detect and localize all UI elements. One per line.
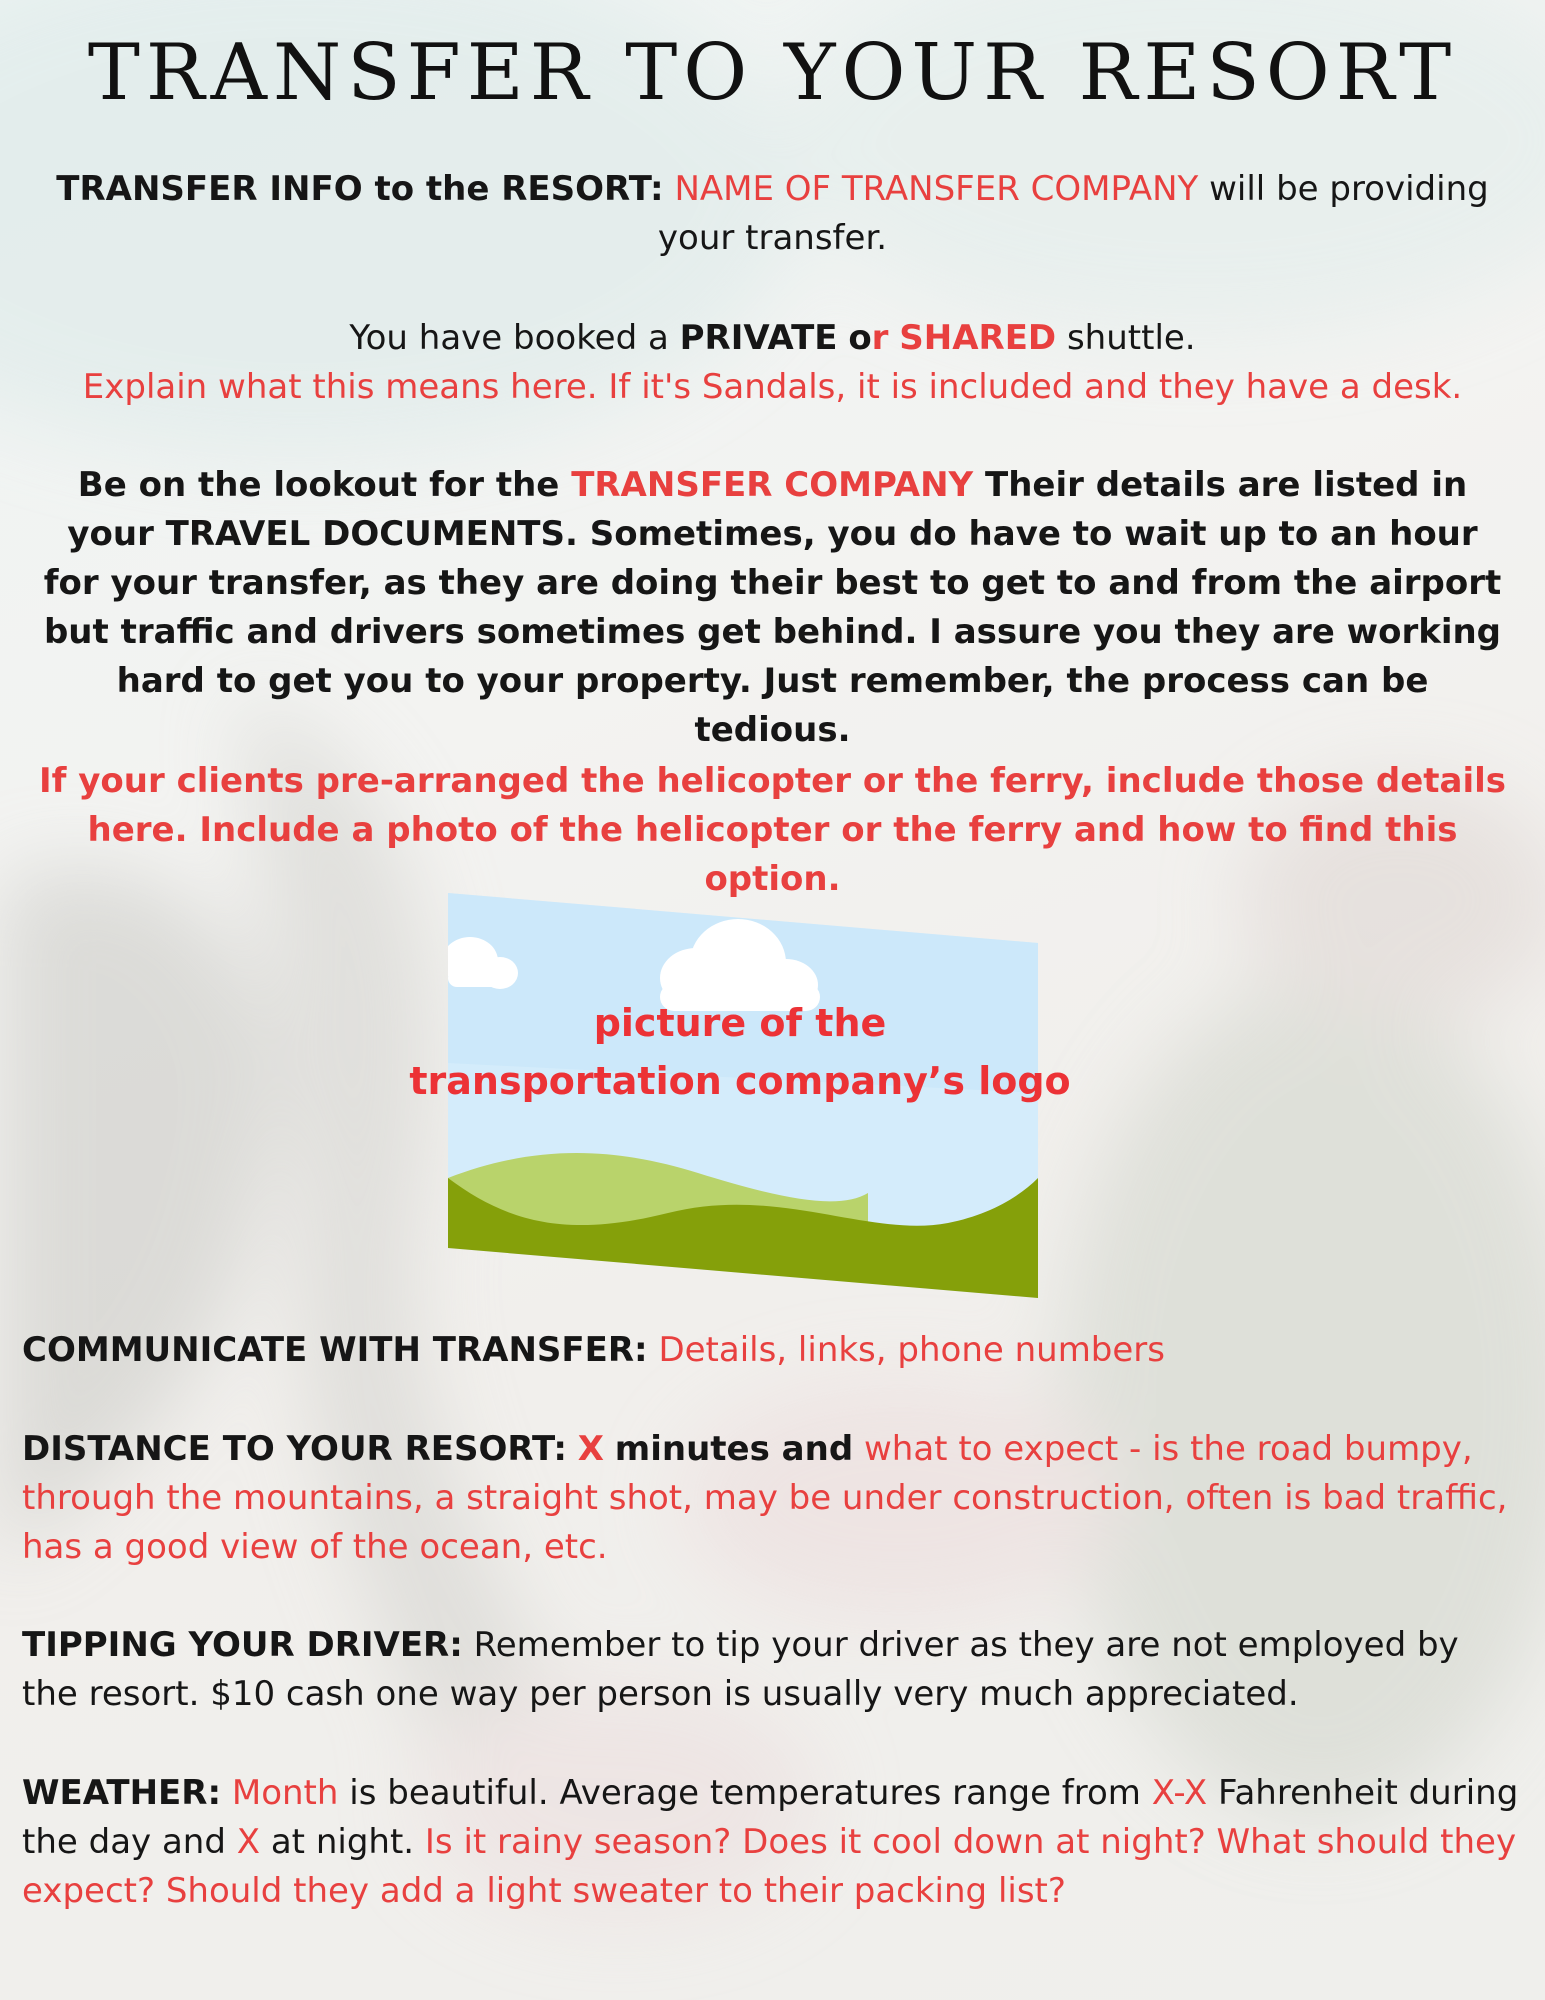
page-title: TRANSFER TO YOUR RESORT xyxy=(87,28,1458,118)
tipping-label: TIPPING YOUR DRIVER: xyxy=(22,1625,463,1665)
logo-placeholder-caption xyxy=(0,994,1480,1110)
weather-night-temp: X xyxy=(236,1822,261,1862)
distance-expect-note: what to expect - is the road bumpy, through the mountains, a straight shot, may be under construction, often is bad traffic, has a good view of the ocean, etc. xyxy=(22,1429,1508,1567)
tipping-text: Remember to tip your driver as they are not employed by the resort. $10 cash one way per person is usually very much appreciated. xyxy=(22,1625,1459,1714)
communicate-label: COMMUNICATE WITH TRANSFER: xyxy=(22,1330,648,1370)
weather-text-3: at night. xyxy=(270,1822,415,1862)
logo-placeholder-line1: picture of the xyxy=(593,1001,887,1045)
transfer-company-name: NAME OF TRANSFER COMPANY xyxy=(674,169,1199,209)
communicate-value: Details, links, phone numbers xyxy=(658,1330,1166,1370)
shuttle-or-r: r xyxy=(871,318,889,358)
helicopter-ferry-note: If your clients pre-arranged the helicopter or the ferry, include those details here. Include a photo of the helicopter or the ferry and how to find this option. xyxy=(38,761,1506,899)
transfer-info-text: will be providing your transfer. xyxy=(657,169,1489,258)
distance-label: DISTANCE TO YOUR RESORT: xyxy=(22,1429,567,1469)
distance-paragraph xyxy=(22,1425,1522,1572)
shuttle-post-text: shuttle. xyxy=(1066,318,1196,358)
transfer-info-paragraph xyxy=(14,165,1531,263)
shuttle-explain-note: Explain what this means here. If it's Sandals, it is included and they have a desk. xyxy=(82,367,1463,407)
communicate-paragraph xyxy=(22,1326,1522,1375)
lookout-paragraph xyxy=(34,461,1511,755)
shuttle-pre-text: You have booked a xyxy=(349,318,669,358)
weather-paragraph xyxy=(22,1769,1522,1916)
transfer-info-label: TRANSFER INFO to the RESORT: xyxy=(56,169,664,209)
logo-placeholder-line2: transportation company’s logo xyxy=(409,1059,1071,1103)
weather-label: WEATHER: xyxy=(22,1773,222,1813)
weather-text-1: is beautiful. Average temperatures range from xyxy=(349,1773,1141,1813)
lookout-transfer-company: TRANSFER COMPANY xyxy=(571,465,974,505)
tipping-paragraph xyxy=(22,1621,1522,1719)
shuttle-line xyxy=(14,314,1531,363)
shuttle-private-label: PRIVATE xyxy=(679,318,838,358)
lookout-text: Their details are listed in your TRAVEL DOCUMENTS. Sometimes, you do have to wait up to an hour for your transfer, as they are doing their best to get to and from the airport but traffic and drivers sometimes get behind. I assure you they are working hard to get you to your property. Just remember, the process can be tedious. xyxy=(43,465,1502,750)
weather-questions-note: Is it rainy season? Does it cool down at night? What should they expect? Should they add a light sweater to their packing list? xyxy=(22,1822,1517,1911)
weather-month: Month xyxy=(231,1773,339,1813)
weather-temp-range: X-X xyxy=(1151,1773,1208,1813)
distance-minutes-value: X xyxy=(577,1429,604,1469)
distance-minutes-text: minutes and xyxy=(614,1429,854,1469)
shuttle-shared-label: SHARED xyxy=(899,318,1057,358)
weather-text-2: Fahrenheit during the day and xyxy=(22,1773,1519,1862)
lookout-pre-text: Be on the lookout for the xyxy=(77,465,560,505)
shuttle-or-o: o xyxy=(848,318,872,358)
shuttle-paragraph xyxy=(14,314,1531,412)
